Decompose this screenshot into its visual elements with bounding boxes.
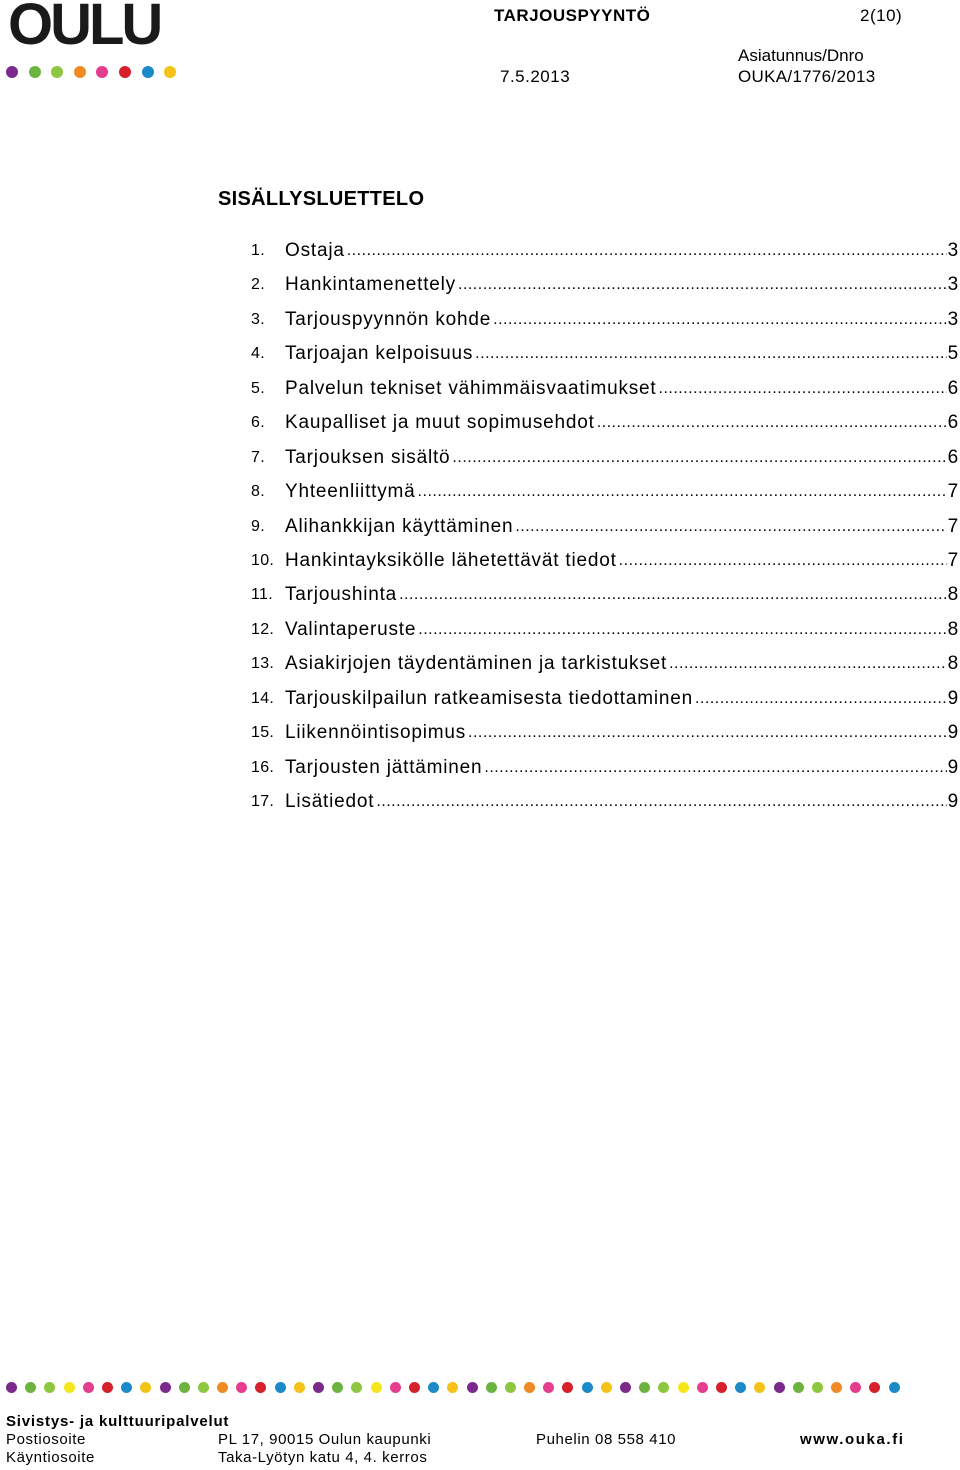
- toc-entry-page: 5: [947, 343, 959, 365]
- footer-dot: [140, 1382, 151, 1393]
- toc-entry-title: Hankintayksikölle lähetettävät tiedot: [285, 547, 617, 575]
- logo-dot: [119, 66, 131, 78]
- footer-website-link[interactable]: www.ouka.fi: [800, 1431, 905, 1448]
- toc-leader-dots: [458, 271, 947, 299]
- footer-dot: [582, 1382, 593, 1393]
- toc-leader-dots: [695, 685, 947, 713]
- footer-visit-address: Taka-Lyötyn katu 4, 4. kerros: [218, 1449, 428, 1466]
- toc-entry-page: 9: [947, 722, 959, 744]
- toc-entry[interactable]: [251, 547, 959, 581]
- toc-leader-dots: [659, 375, 947, 403]
- footer-postal-address: PL 17, 90015 Oulun kaupunki: [218, 1431, 432, 1448]
- toc-entry-number: 4.: [251, 345, 265, 363]
- footer-organization: Sivistys- ja kulttuuripalvelut: [6, 1413, 230, 1430]
- toc-entry-title: Yhteenliittymä: [285, 478, 416, 506]
- toc-entry[interactable]: [251, 719, 959, 753]
- toc-entry-page: 7: [947, 515, 959, 537]
- toc-entry[interactable]: [251, 444, 959, 478]
- toc-leader-dots: [399, 581, 947, 609]
- toc-title: SISÄLLYSLUETTELO: [218, 188, 425, 210]
- footer-dot: [255, 1382, 266, 1393]
- toc-entry[interactable]: [251, 754, 959, 788]
- footer-dot: [409, 1382, 420, 1393]
- toc-leader-dots: [493, 306, 946, 334]
- footer-dot: [313, 1382, 324, 1393]
- toc-leader-dots: [619, 547, 947, 575]
- footer-dot: [658, 1382, 669, 1393]
- footer-dot: [428, 1382, 439, 1393]
- footer-dot: [486, 1382, 497, 1393]
- footer-dot: [601, 1382, 612, 1393]
- toc-entry-number: 10.: [251, 551, 275, 569]
- logo-dot: [96, 66, 108, 78]
- footer-dot: [774, 1382, 785, 1393]
- footer-dot: [562, 1382, 573, 1393]
- toc-entry-title: Alihankkijan käyttäminen: [285, 513, 513, 541]
- toc-entry-title: Tarjoajan kelpoisuus: [285, 340, 473, 368]
- toc-leader-dots: [669, 650, 947, 678]
- footer-dot: [467, 1382, 478, 1393]
- footer-visit-label: Käyntiosoite: [6, 1449, 95, 1466]
- footer-dot: [869, 1382, 880, 1393]
- footer-dot: [25, 1382, 36, 1393]
- toc-leader-dots: [468, 719, 947, 747]
- footer-dot: [179, 1382, 190, 1393]
- toc-entry-number: 15.: [251, 724, 275, 742]
- footer-dots: [6, 1382, 900, 1393]
- logo-dot: [6, 66, 18, 78]
- footer-dot: [160, 1382, 171, 1393]
- footer-dot: [620, 1382, 631, 1393]
- footer-dot: [735, 1382, 746, 1393]
- footer-dot: [543, 1382, 554, 1393]
- footer-dot: [351, 1382, 362, 1393]
- logo-dot: [51, 66, 63, 78]
- toc-entry-number: 2.: [251, 276, 265, 294]
- toc-entry[interactable]: [251, 513, 959, 547]
- footer-dot: [390, 1382, 401, 1393]
- toc-entry[interactable]: [251, 650, 959, 684]
- toc-leader-dots: [475, 340, 946, 368]
- toc-leader-dots: [418, 616, 946, 644]
- toc-entry-page: 3: [947, 274, 959, 296]
- toc-leader-dots: [484, 754, 946, 782]
- toc-entry[interactable]: [251, 788, 959, 822]
- logo-dots: [6, 66, 176, 78]
- footer-dot: [294, 1382, 305, 1393]
- footer-dot: [6, 1382, 17, 1393]
- toc-entry-page: 9: [947, 687, 959, 709]
- toc-entry-title: Tarjouksen sisältö: [285, 444, 450, 472]
- toc-entry-page: 9: [947, 791, 959, 812]
- toc-entry-number: 6.: [251, 414, 265, 432]
- footer-postal-label: Postiosoite: [6, 1431, 86, 1448]
- footer-dot: [754, 1382, 765, 1393]
- toc-entry-number: 8.: [251, 483, 265, 501]
- footer-dot: [831, 1382, 842, 1393]
- toc-entry-number: 7.: [251, 448, 265, 466]
- footer-dot: [83, 1382, 94, 1393]
- toc-entry-number: 1.: [251, 242, 265, 259]
- footer-dot: [217, 1382, 228, 1393]
- toc-entry-title: Liikennöintisopimus: [285, 719, 466, 747]
- logo-dot: [164, 66, 176, 78]
- footer-dot: [524, 1382, 535, 1393]
- footer-dot: [678, 1382, 689, 1393]
- toc-entry[interactable]: [251, 306, 959, 340]
- toc-entry-title: Ostaja: [285, 237, 345, 265]
- footer-dot: [236, 1382, 247, 1393]
- toc-entry-number: 13.: [251, 655, 275, 673]
- toc-leader-dots: [597, 409, 947, 437]
- toc-entry-page: 8: [947, 618, 959, 640]
- toc-entry-number: 14.: [251, 689, 275, 707]
- toc-entry-title: Tarjoushinta: [285, 581, 397, 609]
- document-date: 7.5.2013: [500, 67, 571, 86]
- toc-entry-number: 9.: [251, 517, 265, 535]
- footer-dot: [716, 1382, 727, 1393]
- footer-dot: [332, 1382, 343, 1393]
- toc-entry-page: 6: [947, 412, 959, 434]
- logo-dot: [142, 66, 154, 78]
- toc-entry-number: 12.: [251, 620, 275, 638]
- toc-entry-page: 6: [947, 377, 959, 399]
- toc-entry-number: 16.: [251, 758, 275, 776]
- toc-entry[interactable]: [251, 478, 959, 512]
- table-of-contents: [251, 237, 959, 822]
- footer-dot: [889, 1382, 900, 1393]
- page-number: 2(10): [860, 6, 903, 25]
- toc-entry-page: 3: [947, 308, 959, 330]
- toc-entry-page: 6: [947, 446, 959, 468]
- toc-entry[interactable]: [251, 340, 959, 374]
- toc-entry-page: 9: [947, 756, 959, 778]
- toc-leader-dots: [376, 788, 946, 816]
- toc-entry-page: 8: [947, 584, 959, 606]
- footer-dot: [447, 1382, 458, 1393]
- toc-entry-page: 8: [947, 653, 959, 675]
- toc-entry-number: 11.: [251, 586, 273, 604]
- toc-entry-title: Kaupalliset ja muut sopimusehdot: [285, 409, 595, 437]
- toc-entry-title: Palvelun tekniset vähimmäisvaatimukset: [285, 375, 657, 403]
- oulu-logo: OULU: [8, 0, 161, 57]
- toc-entry[interactable]: [251, 616, 959, 650]
- toc-leader-dots: [515, 513, 946, 541]
- footer-dot: [371, 1382, 382, 1393]
- toc-entry[interactable]: [251, 271, 959, 305]
- footer-dot: [121, 1382, 132, 1393]
- toc-entry-page: 7: [947, 481, 959, 503]
- toc-entry-title: Tarjousten jättäminen: [285, 754, 482, 782]
- footer-dot: [505, 1382, 516, 1393]
- toc-leader-dots: [452, 444, 946, 472]
- footer-dot: [102, 1382, 113, 1393]
- toc-entry-number: 17.: [251, 793, 275, 810]
- toc-entry[interactable]: [251, 581, 959, 615]
- toc-entry[interactable]: [251, 409, 959, 443]
- toc-entry-title: Tarjouskilpailun ratkeamisesta tiedottaminen: [285, 685, 693, 713]
- footer-dot: [850, 1382, 861, 1393]
- toc-entry[interactable]: [251, 237, 959, 271]
- logo-dot: [74, 66, 86, 78]
- footer-dot: [812, 1382, 823, 1393]
- footer-dot: [793, 1382, 804, 1393]
- toc-entry-title: Hankintamenettely: [285, 271, 456, 299]
- toc-leader-dots: [418, 478, 947, 506]
- reference-label: Asiatunnus/Dnro: [738, 46, 864, 65]
- toc-entry-page: 3: [947, 240, 959, 261]
- toc-entry-number: 3.: [251, 310, 265, 328]
- footer-dot: [697, 1382, 708, 1393]
- footer-dot: [639, 1382, 650, 1393]
- toc-entry[interactable]: [251, 685, 959, 719]
- toc-leader-dots: [347, 237, 947, 265]
- footer-phone: Puhelin 08 558 410: [536, 1431, 677, 1448]
- toc-entry-number: 5.: [251, 379, 265, 397]
- toc-entry-title: Tarjouspyynnön kohde: [285, 306, 491, 334]
- toc-entry-page: 7: [947, 549, 959, 571]
- toc-entry-title: Asiakirjojen täydentäminen ja tarkistukset: [285, 650, 667, 678]
- document-type: TARJOUSPYYNTÖ: [494, 6, 651, 25]
- logo-dot: [29, 66, 41, 78]
- toc-entry-title: Valintaperuste: [285, 616, 416, 644]
- footer-dot: [275, 1382, 286, 1393]
- footer-dot: [44, 1382, 55, 1393]
- toc-entry-title: Lisätiedot: [285, 788, 374, 816]
- reference-number: OUKA/1776/2013: [738, 67, 876, 86]
- footer-dot: [198, 1382, 209, 1393]
- toc-entry[interactable]: [251, 375, 959, 409]
- footer-dot: [64, 1382, 75, 1393]
